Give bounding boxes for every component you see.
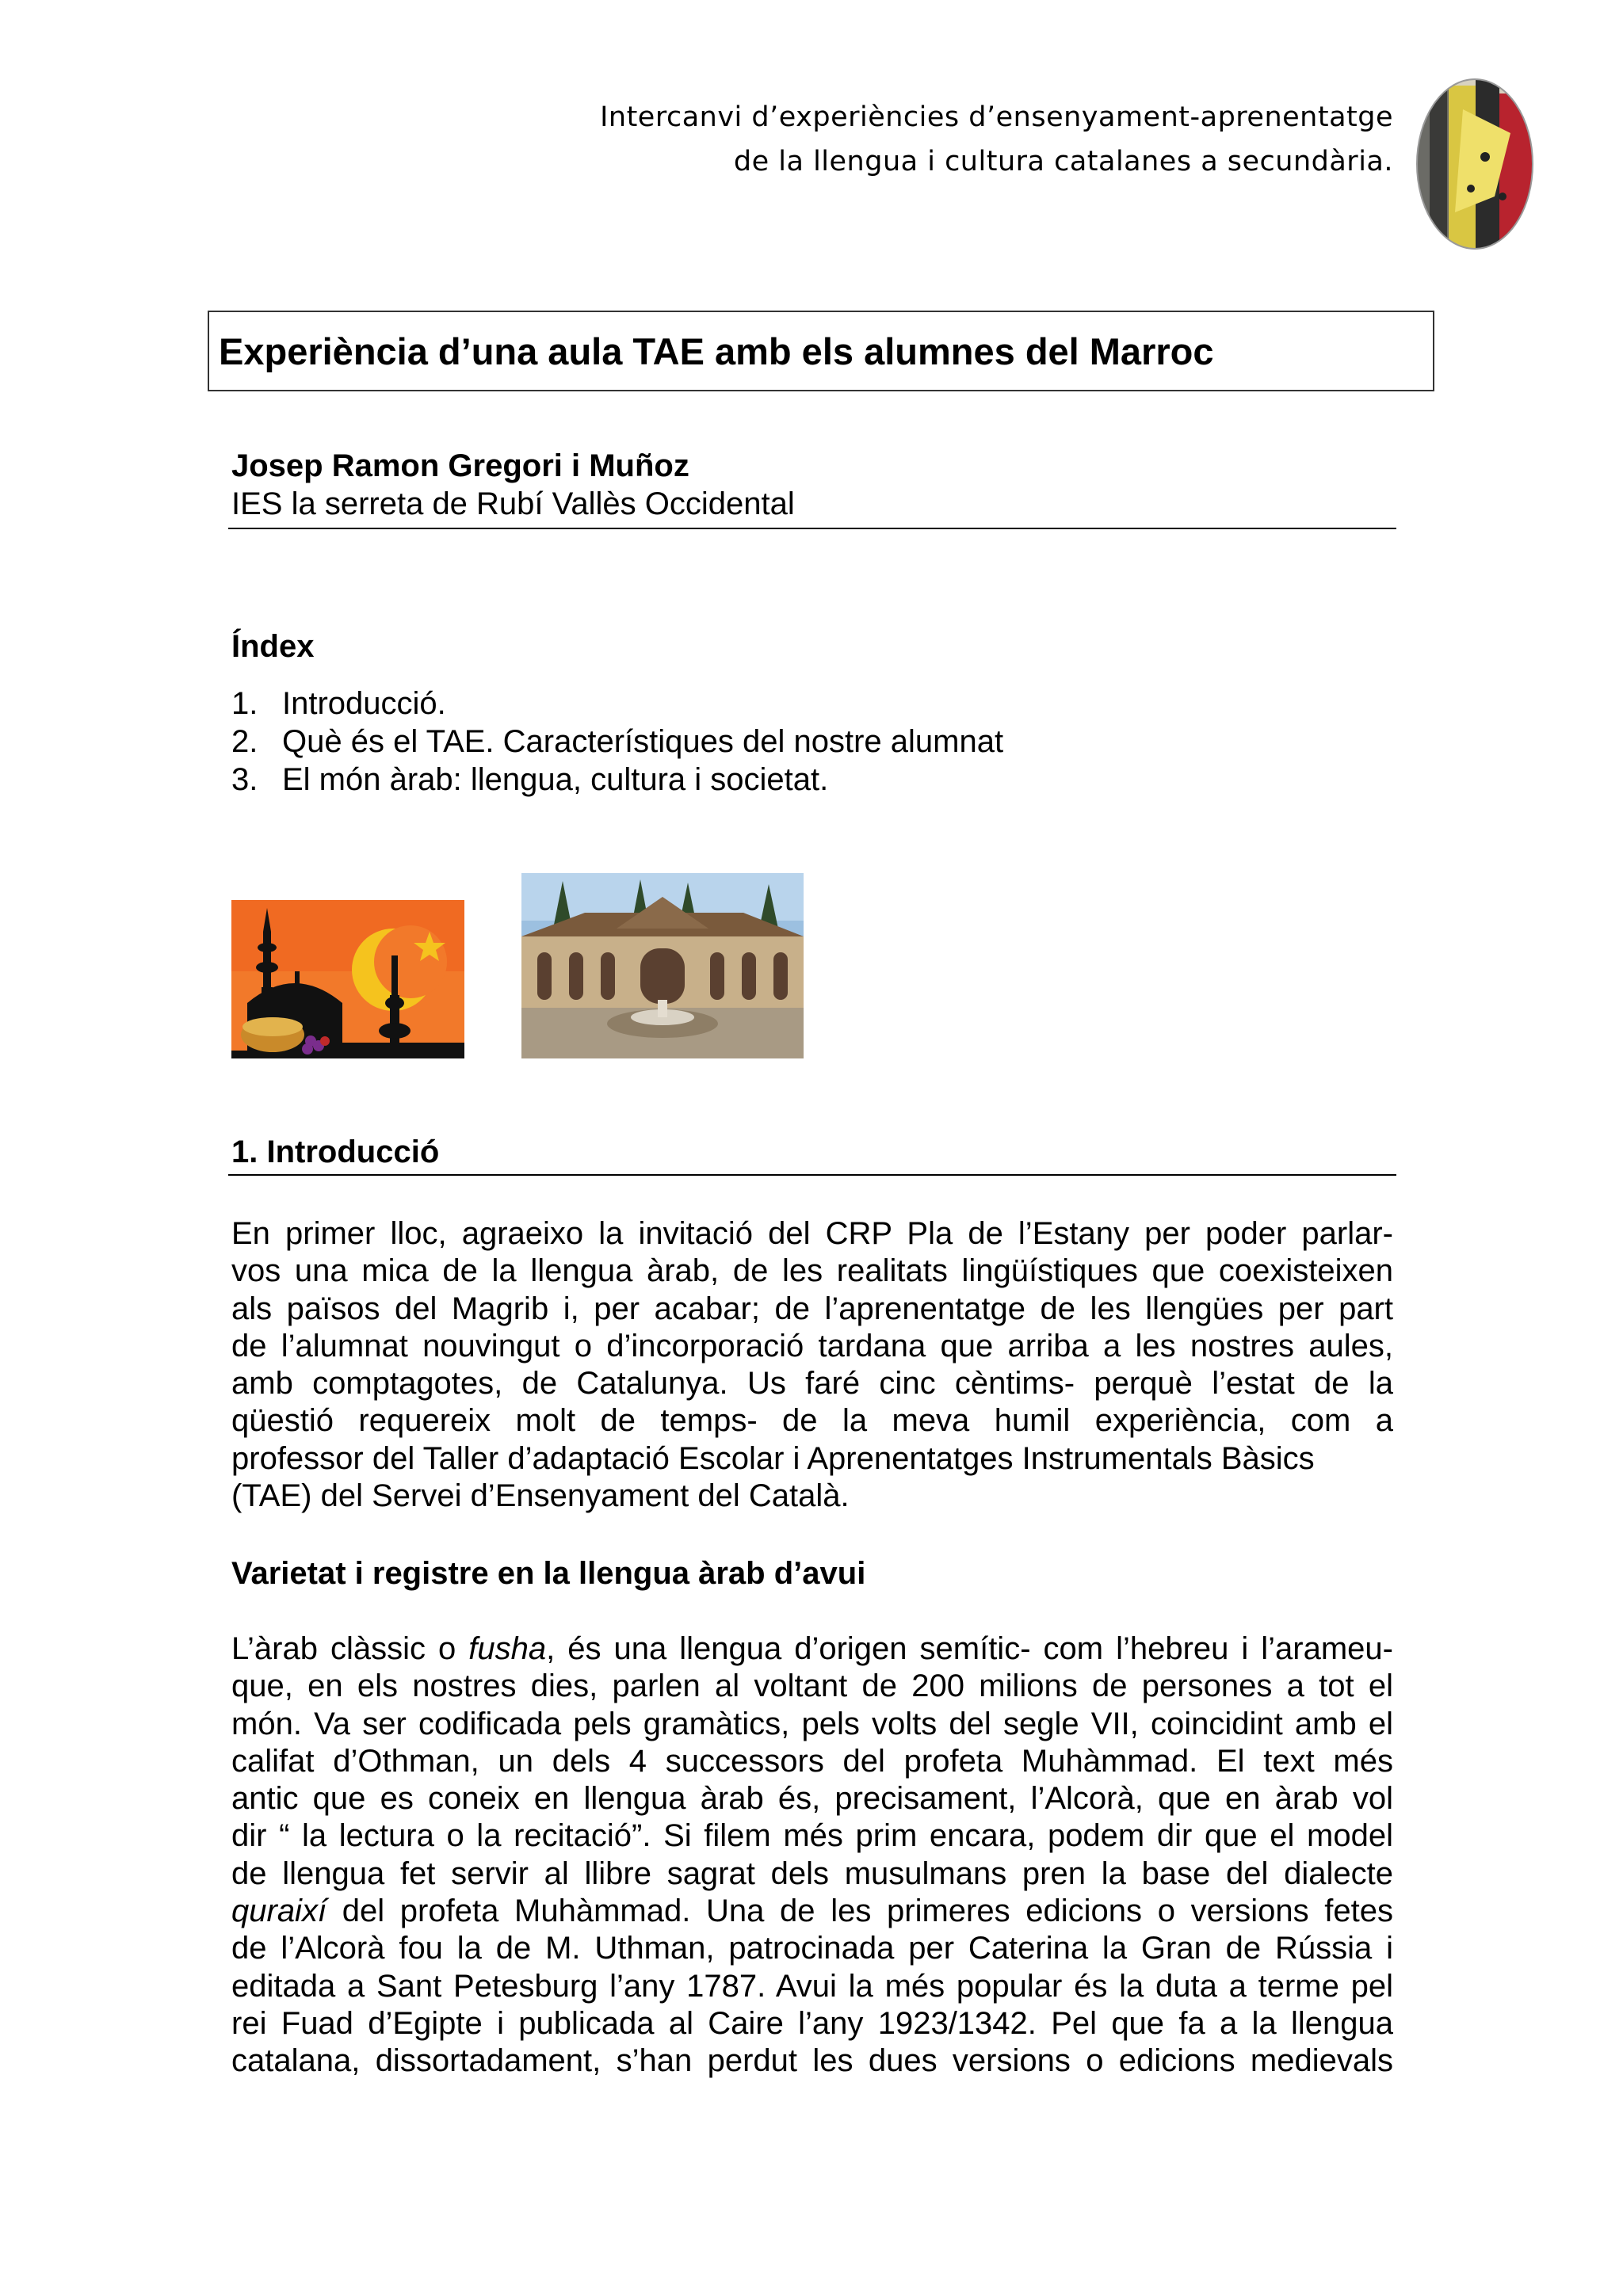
author-school: IES la serreta de Rubí Vallès Occidental (231, 486, 795, 521)
paragraph-line: món. Va ser codificada pels gramàtics, pels volts del segle VII, coincidint amb el (231, 1706, 1393, 1741)
paragraph-line: de l’alumnat nouvingut o d’incorporació tardana que arriba a les nostres aules, (231, 1328, 1393, 1363)
header-logo-image (1415, 78, 1534, 250)
italic-term: fusha (468, 1631, 547, 1666)
index-item-number: 3. (231, 762, 258, 797)
section-1-paragraph (231, 1215, 1393, 1515)
paragraph-line: (TAE) del Servei d’Ensenyament del Català. (231, 1478, 850, 1514)
subsection-heading: Varietat i registre en la llengua àrab d’avui (231, 1556, 866, 1591)
header-line-1: Intercanvi d’experiències d’ensenyament-aprenentatge (600, 101, 1393, 133)
paragraph-line: catalana, dissortadament, s’han perdut les dues versions o edicions medievals (231, 2043, 1393, 2079)
index-item-text: El món àrab: llengua, cultura i societat. (282, 762, 829, 797)
header-text (600, 95, 1393, 184)
paragraph-line: antic que es coneix en llengua àrab és, precisament, l’Alcorà, que en àrab vol (231, 1781, 1393, 1817)
section-1-heading: 1. Introducció (231, 1135, 440, 1169)
paragraph-line: quraixí del profeta Muhàmmad. Una de les primeres edicions o versions fetes (231, 1894, 1393, 1929)
paragraph-line: als països del Magrib i, per acabar; de l’aprenentatge de les llengües per part (231, 1291, 1393, 1326)
paragraph-line: dir “ la lectura o la recitació”. Si filem més prim encara, podem dir que el model (231, 1818, 1393, 1854)
author-name: Josep Ramon Gregori i Muñoz (231, 448, 689, 483)
paragraph-line: amb comptagotes, de Catalunya. Us faré cinc cèntims- perquè l’estat de la (231, 1366, 1393, 1402)
index-item-number: 1. (231, 686, 258, 721)
section-1-divider (228, 1174, 1396, 1176)
title-box (208, 311, 1434, 391)
index-item (231, 723, 1003, 761)
paragraph-line: de llengua fet servir al llibre sagrat dels musulmans pren la base del dialecte (231, 1855, 1393, 1891)
index-heading: Índex (231, 629, 315, 664)
header-line-2: de la llengua i cultura catalanes a secundària. (733, 146, 1393, 177)
paragraph-line: de l’Alcorà fou la de M. Uthman, patrocinada per Caterina la Gran de Rússia i (231, 1931, 1393, 1966)
paragraph-line: editada a Sant Petesburg l’any 1787. Avui la més popular és la duta a terme pel (231, 1968, 1393, 2004)
document-title: Experiència d’una aula TAE amb els alumnes del Marroc (219, 330, 1214, 372)
paragraph-line: vos una mica de la llengua àrab, de les realitats lingüístiques que coexisteixen (231, 1253, 1393, 1289)
paragraph-line: En primer lloc, agraeixo la invitació del CRP Pla de l’Estany per poder parlar- (231, 1216, 1393, 1251)
paragraph-line: professor del Taller d’adaptació Escolar i Aprenentatges Instrumentals Bàsics (231, 1440, 1315, 1476)
index-item (231, 761, 1003, 799)
paragraph-line: califat d’Othman, un dels 4 successors del profeta Muhàmmad. El text més (231, 1743, 1393, 1779)
paragraph-line: L’àrab clàssic o fusha, és una llengua d’origen semític- com l’hebreu i l’arameu- (231, 1631, 1393, 1666)
arab-clipart-image (231, 900, 464, 1058)
paragraph-line: que, en els nostres dies, parlen al voltant de 200 milions de persones a tot el (231, 1669, 1393, 1704)
paragraph-line: rei Fuad d’Egipte i publicada al Caire l’any 1923/1342. Pel que fa a la llengua (231, 2005, 1393, 2041)
index-list (231, 685, 1003, 799)
subsection-paragraph (231, 1630, 1393, 2081)
index-item-number: 2. (231, 724, 258, 759)
index-item (231, 685, 1003, 723)
italic-term: quraixí (231, 1894, 327, 1929)
index-item-text: Introducció. (282, 686, 446, 721)
index-item-text: Què és el TAE. Característiques del nostre alumnat (282, 724, 1004, 759)
alhambra-photo-image (521, 873, 804, 1058)
paragraph-line: qüestió requereix molt de temps- de la meva humil experiència, com a (231, 1403, 1393, 1439)
author-divider (228, 528, 1396, 529)
